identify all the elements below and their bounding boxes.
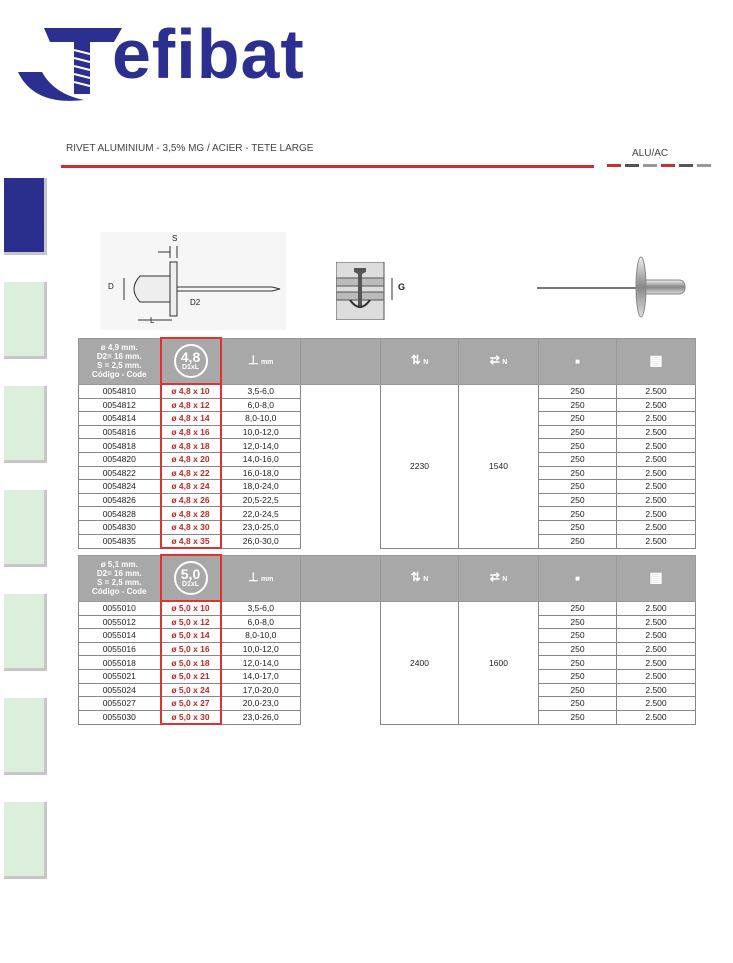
spec-line-3: S = 2,5 mm. [97, 361, 142, 370]
code-cell: 0054812 [79, 398, 161, 412]
blank-cell [301, 412, 381, 426]
grip-cell: 22,0-24,5 [221, 507, 301, 521]
code-cell: 0054816 [79, 425, 161, 439]
tensile-unit: N [502, 358, 508, 366]
box-qty-cell: 250 [539, 534, 617, 548]
grip-range-icon: ⊥ [248, 569, 259, 584]
carton-qty-cell: 2.500 [617, 398, 696, 412]
label-l: L [150, 316, 155, 325]
grip-cell: 10,0-12,0 [221, 425, 301, 439]
box-qty-cell: 250 [539, 439, 617, 453]
grip-cell: 3,5-6,0 [221, 601, 301, 615]
table-header [79, 555, 696, 601]
carton-qty-header [617, 338, 696, 384]
empty-header [301, 555, 381, 601]
carton-icon: ▦ [649, 352, 663, 368]
carton-icon: ▦ [649, 569, 663, 585]
side-tab-1[interactable] [4, 178, 47, 255]
grip-cell: 23,0-25,0 [221, 520, 301, 534]
code-cell: 0054810 [79, 384, 161, 398]
carton-qty-cell: 2.500 [617, 669, 696, 683]
code-cell: 0055012 [79, 615, 161, 629]
grip-range-icon: ⊥ [248, 352, 259, 367]
blank-cell [301, 697, 381, 711]
diameter-cell: ø 4,8 x 18 [161, 439, 221, 453]
box-qty-cell: 250 [539, 425, 617, 439]
carton-qty-cell: 2.500 [617, 642, 696, 656]
shear-unit: N [423, 358, 429, 366]
spec-table-5-0 [78, 554, 696, 725]
box-qty-header [539, 555, 617, 601]
shear-header [381, 555, 459, 601]
diameter-circle-icon [174, 561, 208, 595]
code-cell: 0054830 [79, 520, 161, 534]
box-qty-cell: 250 [539, 710, 617, 724]
diameter-cell: ø 5,0 x 21 [161, 669, 221, 683]
label-s: S [172, 234, 178, 243]
box-qty-cell: 250 [539, 601, 617, 615]
blank-cell [301, 452, 381, 466]
table-row [79, 384, 696, 398]
tensile-unit: N [502, 575, 508, 583]
grip-cell: 20,0-23,0 [221, 697, 301, 711]
grip-cell: 20,5-22,5 [221, 493, 301, 507]
code-cell: 0055024 [79, 683, 161, 697]
code-cell: 0055018 [79, 656, 161, 670]
box-qty-cell: 250 [539, 642, 617, 656]
spec-cell [79, 555, 161, 601]
code-cell: 0054818 [79, 439, 161, 453]
carton-qty-cell: 2.500 [617, 412, 696, 426]
side-tab-6[interactable] [4, 698, 47, 775]
box-qty-cell: 250 [539, 384, 617, 398]
carton-qty-cell: 2.500 [617, 493, 696, 507]
carton-qty-cell: 2.500 [617, 656, 696, 670]
label-g: G [398, 282, 406, 292]
table-header [79, 338, 696, 384]
grip-cell: 14,0-16,0 [221, 452, 301, 466]
shear-header [381, 338, 459, 384]
spec-line-4: Código - Code [91, 587, 147, 596]
blank-cell [301, 480, 381, 494]
carton-qty-cell: 2.500 [617, 384, 696, 398]
grip-cell: 18,0-24,0 [221, 480, 301, 494]
blank-cell [301, 615, 381, 629]
blank-cell [301, 520, 381, 534]
carton-qty-cell: 2.500 [617, 507, 696, 521]
diameter-cell: ø 4,8 x 22 [161, 466, 221, 480]
table-row [79, 601, 696, 615]
diameter-cell: ø 5,0 x 27 [161, 697, 221, 711]
blank-cell [301, 656, 381, 670]
grip-cell: 12,0-14,0 [221, 656, 301, 670]
diameter-big: 5,0 [180, 565, 201, 582]
spec-line-1: ø 4,9 mm. [100, 343, 138, 352]
carton-qty-cell: 2.500 [617, 710, 696, 724]
spec-line-2: D2= 16 mm. [96, 569, 142, 578]
diameter-cell: ø 4,8 x 30 [161, 520, 221, 534]
diameter-cell: ø 4,8 x 14 [161, 412, 221, 426]
tensile-header [459, 338, 539, 384]
side-tab-3[interactable] [4, 386, 47, 463]
carton-qty-cell: 2.500 [617, 520, 696, 534]
code-cell: 0055021 [79, 669, 161, 683]
code-cell: 0055030 [79, 710, 161, 724]
shear-force-icon: ⇅ [410, 352, 421, 367]
header-dashes [607, 164, 717, 167]
spec-line-1: ø 5,1 mm. [100, 560, 138, 569]
box-icon: ■ [575, 356, 580, 366]
box-qty-header [539, 338, 617, 384]
side-tab-4[interactable] [4, 490, 47, 567]
code-cell: 0054822 [79, 466, 161, 480]
carton-qty-cell: 2.500 [617, 601, 696, 615]
carton-qty-cell: 2.500 [617, 697, 696, 711]
diameter-cell: ø 4,8 x 20 [161, 452, 221, 466]
shear-cell: 2400 [381, 601, 459, 724]
diameter-cell: ø 5,0 x 18 [161, 656, 221, 670]
diameter-cell: ø 4,8 x 28 [161, 507, 221, 521]
tensile-cell: 1600 [459, 601, 539, 724]
grip-cell: 3,5-6,0 [221, 384, 301, 398]
box-qty-cell: 250 [539, 398, 617, 412]
box-qty-cell: 250 [539, 683, 617, 697]
diameter-cell: ø 4,8 x 24 [161, 480, 221, 494]
code-cell: 0054826 [79, 493, 161, 507]
blank-cell [301, 507, 381, 521]
diameter-big: 4,8 [180, 348, 201, 365]
diameter-cell: ø 5,0 x 14 [161, 629, 221, 643]
code-cell: 0054814 [79, 412, 161, 426]
tensile-cell: 1540 [459, 384, 539, 548]
spec-line-4: Código - Code [91, 370, 147, 379]
blank-cell [301, 710, 381, 724]
carton-qty-cell: 2.500 [617, 615, 696, 629]
diameter-cell: ø 4,8 x 10 [161, 384, 221, 398]
rivet-dimension-diagram [100, 232, 286, 330]
blank-cell [301, 669, 381, 683]
diameter-cell: ø 4,8 x 16 [161, 425, 221, 439]
diameter-cell: ø 4,8 x 12 [161, 398, 221, 412]
diameter-cell: ø 5,0 x 24 [161, 683, 221, 697]
carton-qty-cell: 2.500 [617, 466, 696, 480]
diameter-cell: ø 5,0 x 12 [161, 615, 221, 629]
blank-cell [301, 493, 381, 507]
carton-qty-cell: 2.500 [617, 683, 696, 697]
box-qty-cell: 250 [539, 697, 617, 711]
carton-qty-cell: 2.500 [617, 480, 696, 494]
grip-cell: 8,0-10,0 [221, 629, 301, 643]
carton-qty-cell: 2.500 [617, 439, 696, 453]
diameter-header [161, 338, 221, 384]
diameter-small: D1xL [181, 580, 200, 588]
code-cell: 0054828 [79, 507, 161, 521]
box-qty-cell: 250 [539, 629, 617, 643]
blank-cell [301, 384, 381, 398]
grip-header [221, 555, 301, 601]
blank-cell [301, 534, 381, 548]
spec-line-3: S = 2,5 mm. [97, 578, 142, 587]
box-qty-cell: 250 [539, 452, 617, 466]
box-qty-cell: 250 [539, 615, 617, 629]
grip-cell: 14,0-17,0 [221, 669, 301, 683]
label-d: D [108, 282, 114, 291]
spec-table-4-8 [78, 337, 696, 549]
side-tab-2[interactable] [4, 282, 47, 359]
grip-unit: mm [260, 358, 274, 366]
side-tab-7[interactable] [4, 802, 47, 879]
blank-cell [301, 683, 381, 697]
code-cell: 0055010 [79, 601, 161, 615]
diameter-cell: ø 4,8 x 26 [161, 493, 221, 507]
tensile-header [459, 555, 539, 601]
code-cell: 0054835 [79, 534, 161, 548]
shear-unit: N [423, 575, 429, 583]
shear-force-icon: ⇅ [410, 569, 421, 584]
carton-qty-cell: 2.500 [617, 629, 696, 643]
blank-cell [301, 629, 381, 643]
blank-cell [301, 425, 381, 439]
diameter-header [161, 555, 221, 601]
shear-cell: 2230 [381, 384, 459, 548]
box-qty-cell: 250 [539, 466, 617, 480]
box-qty-cell: 250 [539, 507, 617, 521]
code-cell: 0055027 [79, 697, 161, 711]
carton-qty-cell: 2.500 [617, 534, 696, 548]
grip-cell: 26,0-30,0 [221, 534, 301, 548]
diameter-cell: ø 4,8 x 35 [161, 534, 221, 548]
grip-cell: 6,0-8,0 [221, 398, 301, 412]
box-qty-cell: 250 [539, 412, 617, 426]
header-rule [61, 165, 594, 168]
blank-cell [301, 642, 381, 656]
spec-cell [79, 338, 161, 384]
tensile-force-icon: ⇄ [489, 352, 500, 367]
box-qty-cell: 250 [539, 493, 617, 507]
blank-cell [301, 439, 381, 453]
tensile-force-icon: ⇄ [489, 569, 500, 584]
side-tab-5[interactable] [4, 594, 47, 671]
box-qty-cell: 250 [539, 669, 617, 683]
code-cell: 0055016 [79, 642, 161, 656]
box-icon: ■ [575, 573, 580, 583]
blank-cell [301, 466, 381, 480]
grip-cell: 23,0-26,0 [221, 710, 301, 724]
grip-cell: 10,0-12,0 [221, 642, 301, 656]
grip-unit: mm [260, 575, 274, 583]
brand-name: efibat [112, 15, 305, 93]
empty-header [301, 338, 381, 384]
diameter-cell: ø 5,0 x 30 [161, 710, 221, 724]
diameter-circle-icon [174, 344, 208, 378]
box-qty-cell: 250 [539, 520, 617, 534]
blank-cell [301, 601, 381, 615]
grip-cell: 12,0-14,0 [221, 439, 301, 453]
grip-section-diagram [336, 262, 406, 320]
code-cell: 0055014 [79, 629, 161, 643]
grip-cell: 17,0-20,0 [221, 683, 301, 697]
diameter-cell: ø 5,0 x 10 [161, 601, 221, 615]
grip-header [221, 338, 301, 384]
carton-qty-cell: 2.500 [617, 452, 696, 466]
box-qty-cell: 250 [539, 656, 617, 670]
diameter-cell: ø 5,0 x 16 [161, 642, 221, 656]
blank-cell [301, 398, 381, 412]
carton-qty-cell: 2.500 [617, 425, 696, 439]
code-cell: 0054824 [79, 480, 161, 494]
label-d2: D2 [190, 298, 201, 307]
box-qty-cell: 250 [539, 480, 617, 494]
carton-qty-header [617, 555, 696, 601]
spec-line-2: D2= 16 mm. [96, 352, 142, 361]
page-title: RIVET ALUMINIUM - 3,5% MG / ACIER - TETE LARGE [66, 143, 314, 154]
grip-cell: 6,0-8,0 [221, 615, 301, 629]
code-cell: 0054820 [79, 452, 161, 466]
diameter-small: D1xL [181, 363, 200, 371]
rivet-image [533, 250, 695, 322]
grip-cell: 8,0-10,0 [221, 412, 301, 426]
grip-cell: 16,0-18,0 [221, 466, 301, 480]
category-label: ALU/AC [632, 148, 669, 159]
